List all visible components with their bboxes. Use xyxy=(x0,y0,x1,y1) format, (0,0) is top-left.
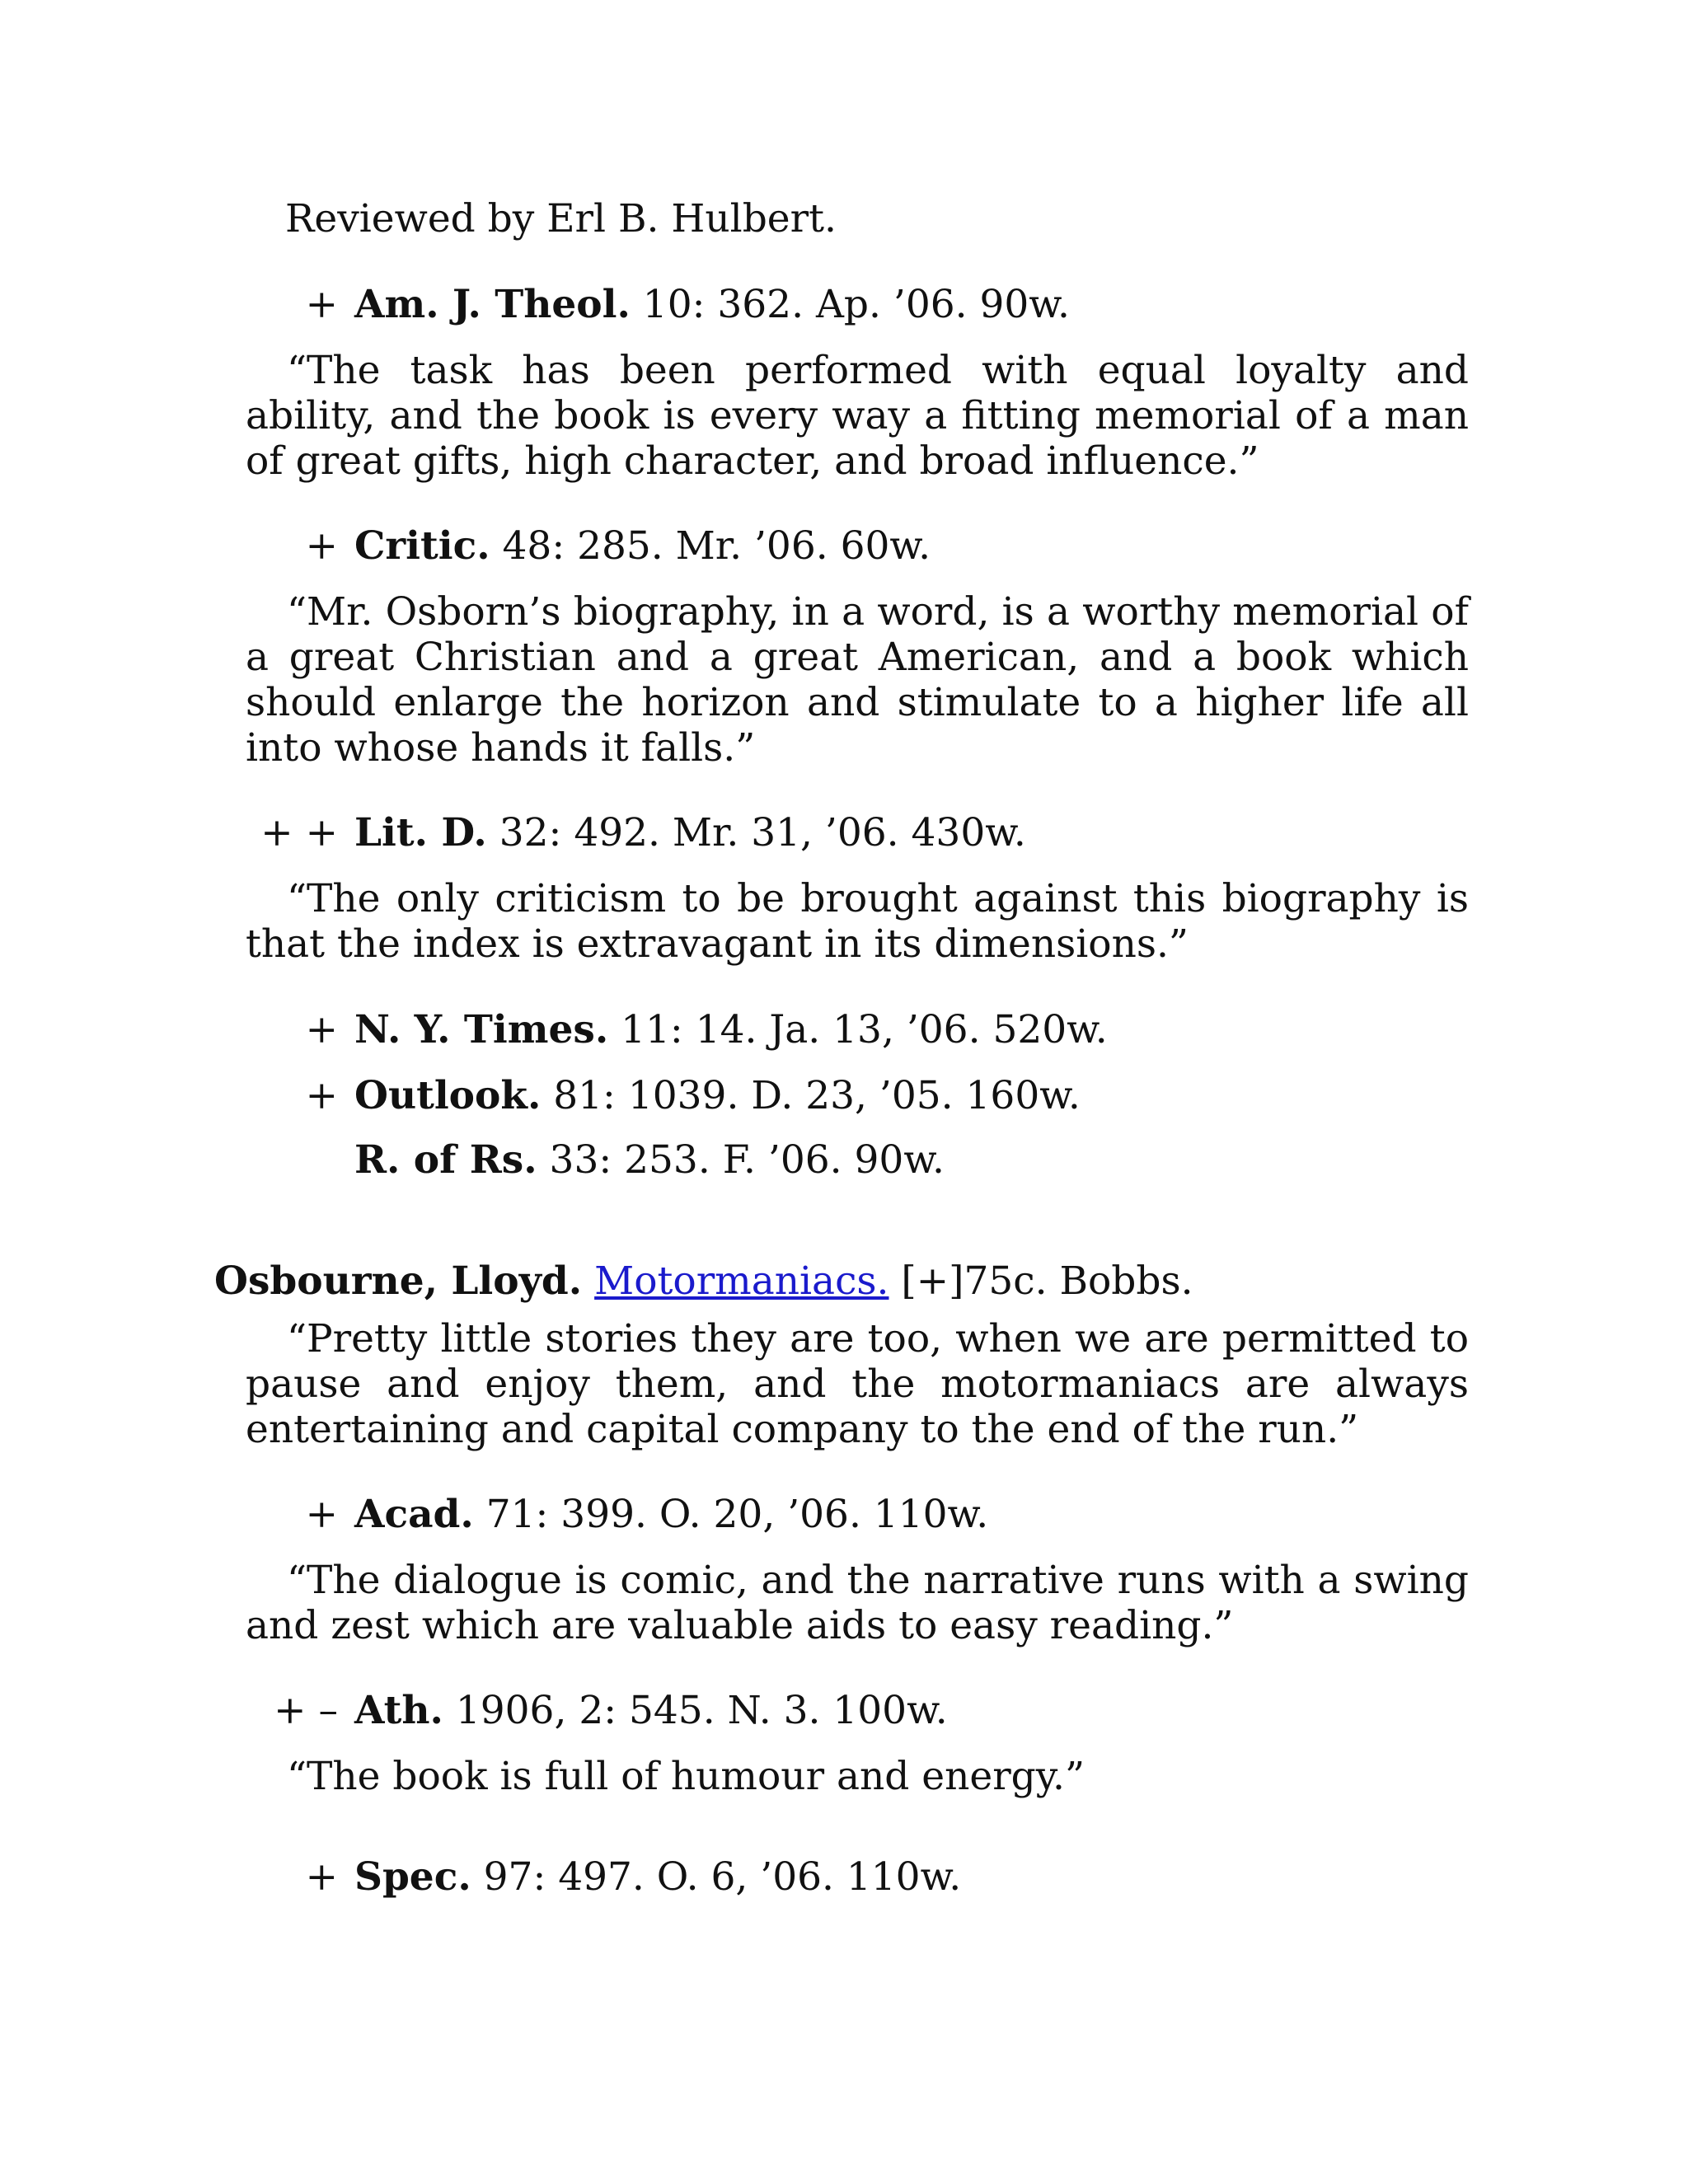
review-quote: “The task has been performed with equal loyalty and ability, and the book is every way a fitting memorial of a man of great gifts, high character, and broad influence.” xyxy=(246,348,1469,484)
review-quote: “Pretty little stories they are too, when we are permitted to pause and enjoy them, and the motormaniacs are always entertaining and capital company to the end of the run.” xyxy=(246,1316,1469,1452)
citation-ref: 11: 14. Ja. 13, ’06. 520w. xyxy=(608,1007,1108,1052)
citation-text xyxy=(354,523,931,569)
source-name: Lit. D. xyxy=(354,810,487,855)
author-name: Osbourne, Lloyd. xyxy=(214,1258,583,1304)
rating-sign: + + xyxy=(260,810,338,855)
source-name: Acad. xyxy=(354,1492,474,1537)
citation-ref: 1906, 2: 545. N. 3. 100w. xyxy=(443,1688,948,1733)
source-name: R. of Rs. xyxy=(354,1137,537,1183)
rating-sign: + xyxy=(305,1854,338,1900)
source-name: Outlook. xyxy=(354,1073,542,1118)
review-quote: “The book is full of humour and energy.” xyxy=(287,1754,1085,1799)
citation-text xyxy=(354,282,1070,327)
citation-text xyxy=(354,1137,945,1183)
rating-sign: + xyxy=(305,523,338,569)
citation-text xyxy=(354,1073,1081,1118)
citation-ref: 71: 399. O. 20, ’06. 110w. xyxy=(473,1492,989,1537)
citation-text xyxy=(354,1688,948,1733)
source-name: Am. J. Theol. xyxy=(354,282,631,327)
rating-sign: + xyxy=(305,1492,338,1537)
rating-sign: + xyxy=(305,1073,338,1118)
source-name: N. Y. Times. xyxy=(354,1007,609,1052)
citation-ref: 33: 253. F. ’06. 90w. xyxy=(537,1137,945,1183)
source-name: Critic. xyxy=(354,523,490,569)
citation-ref: 48: 285. Mr. ’06. 60w. xyxy=(490,523,931,569)
rating-sign: + xyxy=(305,282,338,327)
book-title-link[interactable]: Motormaniacs. xyxy=(594,1258,889,1304)
citation-text xyxy=(354,810,1026,855)
citation-ref: 10: 362. Ap. ’06. 90w. xyxy=(630,282,1070,327)
citation-text xyxy=(354,1492,988,1537)
entry-heading xyxy=(214,1258,1193,1304)
source-name: Spec. xyxy=(354,1854,471,1900)
citation-ref: 81: 1039. D. 23, ’05. 160w. xyxy=(541,1073,1081,1118)
citation-text xyxy=(354,1007,1108,1052)
citation-text xyxy=(354,1854,961,1900)
review-quote: “Mr. Osborn’s biography, in a word, is a worthy memorial of a great Christian and a great American, and a book which should enlarge the horizon and stimulate to a higher life all into whose hands it falls.” xyxy=(246,589,1469,771)
rating-sign: + xyxy=(305,1007,338,1052)
review-quote: “The only criticism to be brought against this biography is that the index is extravagant in its dimensions.” xyxy=(246,876,1469,967)
review-quote: “The dialogue is comic, and the narrative runs with a swing and zest which are valuable aids to easy reading.” xyxy=(246,1558,1469,1648)
reviewer-line: Reviewed by Erl B. Hulbert. xyxy=(285,196,837,241)
source-name: Ath. xyxy=(354,1688,443,1733)
price-publisher: [+]75c. Bobbs. xyxy=(889,1258,1193,1304)
citation-ref: 97: 497. O. 6, ’06. 110w. xyxy=(471,1854,962,1900)
rating-sign: + – xyxy=(274,1688,338,1733)
citation-ref: 32: 492. Mr. 31, ’06. 430w. xyxy=(486,810,1026,855)
